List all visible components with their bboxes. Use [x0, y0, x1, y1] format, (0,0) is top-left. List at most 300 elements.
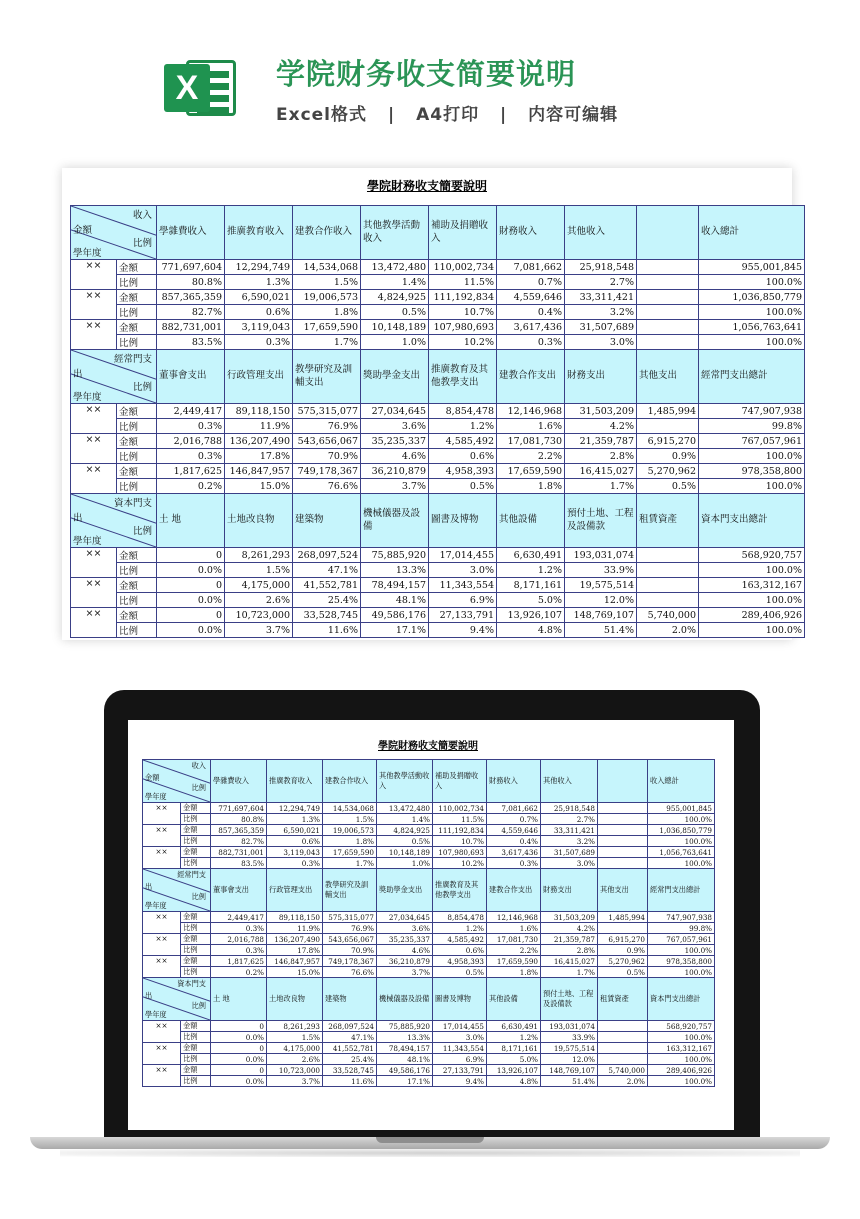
ratio-cell: 0.5%: [377, 836, 433, 847]
amount-cell: 25,918,548: [541, 803, 598, 814]
amount-cell: 1,817,625: [211, 956, 267, 967]
corner-label-left: 出: [145, 991, 153, 1000]
table-row: [71, 434, 805, 449]
ratio-cell: 4.6%: [377, 945, 433, 956]
table-row: [143, 814, 715, 825]
ratio-cell: 82.7%: [211, 836, 267, 847]
amount-cell: 268,097,524: [293, 548, 361, 563]
amount-cell: 17,659,590: [487, 956, 541, 967]
amount-cell: 13,472,480: [361, 260, 429, 275]
ratio-label: 比例: [181, 858, 211, 869]
ratio-cell: 6.9%: [429, 593, 497, 608]
income-header-cell: 建教合作收入: [323, 760, 377, 803]
ratio-cell: 1.2%: [429, 419, 497, 434]
amount-cell: 5,270,962: [637, 464, 699, 479]
table-row: [143, 945, 715, 956]
amount-cell: 4,824,925: [361, 290, 429, 305]
capital-header-cell: 租賃資產: [598, 978, 648, 1021]
table-row: [71, 305, 805, 320]
amount-cell: 33,311,421: [565, 290, 637, 305]
recurrent-header-cell: 教學研究及訓輔支出: [293, 350, 361, 404]
ratio-cell: [637, 335, 699, 350]
amount-cell: 14,534,068: [293, 260, 361, 275]
amount-cell: 4,585,492: [433, 934, 487, 945]
table-row: [143, 1076, 715, 1087]
income-header-cell: 財務收入: [497, 206, 565, 260]
amount-cell: 12,294,749: [267, 803, 323, 814]
year-cell: ××: [71, 548, 117, 578]
table-row: [71, 320, 805, 335]
ratio-cell: 25.4%: [323, 1054, 377, 1065]
ratio-cell: 0.4%: [497, 305, 565, 320]
ratio-cell: 1.7%: [565, 479, 637, 494]
recurrent-corner-cell: [143, 869, 211, 912]
ratio-cell: 0.3%: [211, 945, 267, 956]
recurrent-header-cell: 建教合作支出: [497, 350, 565, 404]
amount-cell: 4,585,492: [429, 434, 497, 449]
amount-cell: 289,406,926: [648, 1065, 715, 1076]
ratio-cell: 0.0%: [211, 1054, 267, 1065]
table-row: [143, 1043, 715, 1054]
amount-cell: 17,014,455: [433, 1021, 487, 1032]
amount-cell: 543,656,067: [293, 434, 361, 449]
ratio-cell: 3.2%: [541, 836, 598, 847]
amount-cell: 7,081,662: [497, 260, 565, 275]
recurrent-header-cell: 推廣教育及其他教學支出: [433, 869, 487, 912]
amount-cell: 0: [211, 1065, 267, 1076]
income-header-cell: 補助及捐贈收入: [433, 760, 487, 803]
amount-cell: 78,494,157: [361, 578, 429, 593]
corner-label-left: 金額: [73, 225, 93, 236]
amount-label: 金額: [117, 404, 157, 419]
ratio-label: 比例: [117, 335, 157, 350]
ratio-cell: 0.7%: [487, 814, 541, 825]
ratio-cell: 12.0%: [541, 1054, 598, 1065]
page-subtitle: [276, 100, 618, 125]
recurrent-header-row: [71, 350, 805, 404]
corner-label-mid: 比例: [191, 1001, 206, 1010]
amount-cell: 268,097,524: [323, 1021, 377, 1032]
ratio-cell: 3.7%: [267, 1076, 323, 1087]
amount-cell: 749,178,367: [293, 464, 361, 479]
ratio-cell: 11.5%: [429, 275, 497, 290]
income-corner-cell: [71, 206, 157, 260]
corner-label-mid: 比例: [132, 382, 152, 393]
ratio-cell: 1.7%: [323, 858, 377, 869]
amount-cell: 2,016,788: [211, 934, 267, 945]
finance-table: [70, 205, 805, 638]
year-cell: ××: [71, 320, 117, 350]
amount-cell: 49,586,176: [361, 608, 429, 623]
table-row: [71, 404, 805, 419]
ratio-cell: 1.8%: [497, 479, 565, 494]
ratio-cell: 100.0%: [648, 1032, 715, 1043]
capital-header-cell: 建築物: [293, 494, 361, 548]
recurrent-header-cell: 建教合作支出: [487, 869, 541, 912]
recurrent-header-cell: 董事會支出: [211, 869, 267, 912]
amount-cell: 0: [157, 548, 225, 563]
ratio-cell: 80.8%: [157, 275, 225, 290]
amount-cell: [598, 847, 648, 858]
corner-label-left: 出: [73, 513, 83, 524]
amount-cell: 17,014,455: [429, 548, 497, 563]
amount-cell: 17,081,730: [487, 934, 541, 945]
ratio-cell: 10.2%: [433, 858, 487, 869]
ratio-label: 比例: [117, 449, 157, 464]
amount-cell: [637, 548, 699, 563]
year-cell: ××: [143, 847, 181, 869]
amount-label: 金額: [117, 464, 157, 479]
amount-cell: 146,847,957: [225, 464, 293, 479]
amount-cell: 575,315,077: [293, 404, 361, 419]
ratio-cell: 76.9%: [323, 923, 377, 934]
amount-cell: 5,740,000: [598, 1065, 648, 1076]
amount-cell: 4,175,000: [267, 1043, 323, 1054]
ratio-cell: 11.9%: [225, 419, 293, 434]
year-cell: ××: [71, 260, 117, 290]
amount-cell: 21,359,787: [565, 434, 637, 449]
ratio-cell: 99.8%: [699, 419, 805, 434]
ratio-cell: 13.3%: [361, 563, 429, 578]
ratio-cell: 0.3%: [497, 335, 565, 350]
corner-label-top: 經常門支: [177, 870, 206, 879]
amount-cell: 19,006,573: [293, 290, 361, 305]
amount-cell: [598, 825, 648, 836]
laptop-shadow: [60, 1149, 800, 1157]
table-row: [143, 803, 715, 814]
corner-label-top: 經常門支: [113, 354, 152, 365]
corner-label-bottom: 學年度: [145, 792, 167, 801]
amount-cell: 6,590,021: [267, 825, 323, 836]
ratio-cell: 100.0%: [699, 563, 805, 578]
table-row: [71, 449, 805, 464]
table-row: [71, 623, 805, 638]
income-header-cell: 其他收入: [541, 760, 598, 803]
amount-cell: 31,503,209: [565, 404, 637, 419]
ratio-label: 比例: [181, 1054, 211, 1065]
year-cell: ××: [143, 803, 181, 825]
ratio-cell: 1.0%: [361, 335, 429, 350]
ratio-label: 比例: [117, 275, 157, 290]
recurrent-header-cell: 財務支出: [541, 869, 598, 912]
amount-cell: 978,358,800: [648, 956, 715, 967]
amount-cell: 8,171,161: [487, 1043, 541, 1054]
print-label: A4打印: [416, 105, 480, 125]
recurrent-header-cell: 獎助學金支出: [377, 869, 433, 912]
amount-cell: 193,031,074: [541, 1021, 598, 1032]
ratio-cell: 1.8%: [293, 305, 361, 320]
ratio-label: 比例: [117, 305, 157, 320]
amount-cell: 31,503,209: [541, 912, 598, 923]
income-header-cell: 收入總計: [699, 206, 805, 260]
ratio-cell: 0.0%: [211, 1076, 267, 1087]
table-row: [143, 825, 715, 836]
table-row: [143, 967, 715, 978]
amount-cell: 136,207,490: [267, 934, 323, 945]
amount-cell: 4,958,393: [429, 464, 497, 479]
amount-cell: 11,343,554: [433, 1043, 487, 1054]
ratio-cell: 1.2%: [487, 1032, 541, 1043]
table-row: [71, 593, 805, 608]
format-label: Excel格式: [276, 105, 368, 125]
amount-cell: 111,192,834: [433, 825, 487, 836]
corner-label-bottom: 學年度: [73, 248, 102, 259]
ratio-cell: 100.0%: [648, 858, 715, 869]
amount-cell: 3,617,436: [497, 320, 565, 335]
income-header-cell: [598, 760, 648, 803]
amount-label: 金額: [181, 912, 211, 923]
amount-cell: 110,002,734: [433, 803, 487, 814]
income-header-cell: 其他收入: [565, 206, 637, 260]
amount-cell: 16,415,027: [565, 464, 637, 479]
amount-label: 金額: [181, 1065, 211, 1076]
ratio-cell: 100.0%: [648, 967, 715, 978]
ratio-cell: 17.1%: [377, 1076, 433, 1087]
amount-cell: 17,081,730: [497, 434, 565, 449]
ratio-cell: 11.6%: [293, 623, 361, 638]
income-header-cell: 收入總計: [648, 760, 715, 803]
amount-cell: 21,359,787: [541, 934, 598, 945]
editable-label: 内容可编辑: [528, 105, 619, 125]
ratio-cell: 10.2%: [429, 335, 497, 350]
amount-cell: [637, 320, 699, 335]
ratio-cell: 2.6%: [225, 593, 293, 608]
amount-cell: 33,528,745: [293, 608, 361, 623]
amount-cell: 17,659,590: [293, 320, 361, 335]
amount-label: 金額: [181, 1021, 211, 1032]
ratio-cell: 17.1%: [361, 623, 429, 638]
table-row: [71, 260, 805, 275]
recurrent-header-cell: 推廣教育及其他教學支出: [429, 350, 497, 404]
income-header-cell: 推廣教育收入: [267, 760, 323, 803]
amount-cell: 78,494,157: [377, 1043, 433, 1054]
capital-header-cell: 土 地: [157, 494, 225, 548]
capital-header-cell: 圖書及博物: [433, 978, 487, 1021]
ratio-cell: 0.6%: [267, 836, 323, 847]
table-row: [143, 1032, 715, 1043]
income-header-cell: 財務收入: [487, 760, 541, 803]
recurrent-header-cell: 經常門支出總計: [699, 350, 805, 404]
corner-label-bottom: 學年度: [73, 392, 102, 403]
ratio-cell: 3.6%: [377, 923, 433, 934]
amount-cell: 747,907,938: [699, 404, 805, 419]
ratio-cell: 33.9%: [541, 1032, 598, 1043]
ratio-cell: 0.5%: [433, 967, 487, 978]
income-header-cell: 其他教學活動收入: [377, 760, 433, 803]
spreadsheet-preview: [62, 168, 802, 640]
amount-cell: 0: [211, 1021, 267, 1032]
year-cell: ××: [143, 956, 181, 978]
amount-label: 金額: [117, 434, 157, 449]
income-header-cell: 學雜費收入: [211, 760, 267, 803]
amount-cell: 4,958,393: [433, 956, 487, 967]
amount-cell: 36,210,879: [377, 956, 433, 967]
amount-cell: 17,659,590: [323, 847, 377, 858]
ratio-label: 比例: [117, 419, 157, 434]
ratio-cell: 76.6%: [323, 967, 377, 978]
ratio-cell: 100.0%: [648, 1076, 715, 1087]
amount-cell: 27,133,791: [433, 1065, 487, 1076]
ratio-cell: 4.8%: [487, 1076, 541, 1087]
amount-cell: 17,659,590: [497, 464, 565, 479]
ratio-cell: 10.7%: [433, 836, 487, 847]
ratio-cell: 1.8%: [487, 967, 541, 978]
amount-cell: 8,854,478: [433, 912, 487, 923]
amount-cell: [598, 803, 648, 814]
ratio-cell: 51.4%: [541, 1076, 598, 1087]
year-cell: ××: [143, 825, 181, 847]
amount-cell: 955,001,845: [699, 260, 805, 275]
ratio-cell: 9.4%: [429, 623, 497, 638]
ratio-cell: 15.0%: [225, 479, 293, 494]
recurrent-header-cell: 獎助學金支出: [361, 350, 429, 404]
ratio-label: 比例: [181, 836, 211, 847]
amount-label: 金額: [181, 934, 211, 945]
corner-label-left: 金額: [145, 773, 160, 782]
amount-cell: 575,315,077: [323, 912, 377, 923]
corner-label-mid: 比例: [132, 526, 152, 537]
excel-logo-icon: [164, 56, 236, 118]
amount-cell: 4,824,925: [377, 825, 433, 836]
ratio-cell: 4.2%: [565, 419, 637, 434]
amount-cell: 27,133,791: [429, 608, 497, 623]
separator: |: [500, 105, 508, 125]
corner-label-bottom: 學年度: [145, 1010, 167, 1019]
corner-label-left: 出: [73, 369, 83, 380]
table-row: [71, 578, 805, 593]
ratio-cell: 3.0%: [565, 335, 637, 350]
ratio-cell: 0.2%: [211, 967, 267, 978]
amount-cell: 27,034,645: [361, 404, 429, 419]
ratio-cell: 1.4%: [377, 814, 433, 825]
amount-cell: 136,207,490: [225, 434, 293, 449]
corner-label-top: 資本門支: [177, 979, 206, 988]
ratio-cell: 76.9%: [293, 419, 361, 434]
amount-cell: 111,192,834: [429, 290, 497, 305]
ratio-cell: 0.3%: [157, 449, 225, 464]
capital-header-cell: 圖書及博物: [429, 494, 497, 548]
amount-cell: 36,210,879: [361, 464, 429, 479]
ratio-cell: 0.5%: [361, 305, 429, 320]
amount-cell: 3,119,043: [267, 847, 323, 858]
table-row: [143, 1021, 715, 1032]
ratio-cell: 2.2%: [497, 449, 565, 464]
amount-cell: 857,365,359: [157, 290, 225, 305]
table-row: [71, 608, 805, 623]
table-row: [143, 934, 715, 945]
ratio-cell: 1.2%: [433, 923, 487, 934]
amount-cell: 1,485,994: [598, 912, 648, 923]
ratio-cell: 1.5%: [225, 563, 293, 578]
ratio-cell: 100.0%: [699, 275, 805, 290]
ratio-cell: 33.9%: [565, 563, 637, 578]
ratio-cell: 70.9%: [293, 449, 361, 464]
ratio-cell: 0.5%: [598, 967, 648, 978]
year-cell: ××: [143, 934, 181, 956]
table-row: [71, 335, 805, 350]
ratio-cell: 0.4%: [487, 836, 541, 847]
amount-cell: 107,980,693: [429, 320, 497, 335]
amount-cell: 75,885,920: [377, 1021, 433, 1032]
ratio-cell: 4.2%: [541, 923, 598, 934]
ratio-cell: 3.7%: [377, 967, 433, 978]
ratio-cell: 100.0%: [699, 449, 805, 464]
amount-cell: 12,294,749: [225, 260, 293, 275]
income-header-cell: 學雜費收入: [157, 206, 225, 260]
amount-cell: 4,559,646: [487, 825, 541, 836]
ratio-cell: 25.4%: [293, 593, 361, 608]
table-row: [143, 1054, 715, 1065]
capital-corner-cell: [143, 978, 211, 1021]
ratio-cell: 11.5%: [433, 814, 487, 825]
recurrent-header-cell: 行政管理支出: [225, 350, 293, 404]
capital-header-cell: 資本門支出總計: [699, 494, 805, 548]
ratio-cell: 82.7%: [157, 305, 225, 320]
amount-cell: 767,057,961: [699, 434, 805, 449]
capital-header-cell: 其他設備: [497, 494, 565, 548]
amount-cell: 2,016,788: [157, 434, 225, 449]
ratio-cell: 0.0%: [157, 563, 225, 578]
amount-cell: 1,036,850,779: [699, 290, 805, 305]
amount-cell: 978,358,800: [699, 464, 805, 479]
amount-cell: 25,918,548: [565, 260, 637, 275]
ratio-cell: 47.1%: [323, 1032, 377, 1043]
ratio-cell: 9.4%: [433, 1076, 487, 1087]
ratio-cell: 5.0%: [487, 1054, 541, 1065]
amount-label: 金額: [181, 825, 211, 836]
amount-cell: 8,171,161: [497, 578, 565, 593]
year-cell: ××: [71, 578, 117, 608]
ratio-cell: 100.0%: [648, 945, 715, 956]
ratio-cell: 3.2%: [565, 305, 637, 320]
excel-logo-letter: X: [164, 64, 210, 112]
table-row: [143, 836, 715, 847]
amount-cell: 14,534,068: [323, 803, 377, 814]
amount-cell: 12,146,968: [487, 912, 541, 923]
ratio-cell: 48.1%: [361, 593, 429, 608]
sheet-title: 學院財務收支簡要說明: [378, 741, 478, 752]
ratio-cell: [637, 593, 699, 608]
amount-cell: 5,270,962: [598, 956, 648, 967]
recurrent-header-cell: 董事會支出: [157, 350, 225, 404]
amount-cell: 1,056,763,641: [648, 847, 715, 858]
ratio-cell: 17.8%: [267, 945, 323, 956]
capital-header-cell: 建築物: [323, 978, 377, 1021]
amount-cell: 35,235,337: [377, 934, 433, 945]
amount-cell: [598, 1043, 648, 1054]
ratio-cell: 83.5%: [211, 858, 267, 869]
amount-cell: 2,449,417: [157, 404, 225, 419]
ratio-cell: 0.6%: [433, 945, 487, 956]
recurrent-header-cell: 教學研究及訓輔支出: [323, 869, 377, 912]
amount-cell: 19,575,514: [541, 1043, 598, 1054]
income-header-cell: 推廣教育收入: [225, 206, 293, 260]
ratio-cell: 3.0%: [429, 563, 497, 578]
ratio-cell: 0.9%: [637, 449, 699, 464]
amount-cell: 10,723,000: [267, 1065, 323, 1076]
amount-cell: 75,885,920: [361, 548, 429, 563]
amount-cell: 0: [211, 1043, 267, 1054]
amount-label: 金額: [181, 803, 211, 814]
ratio-cell: [598, 1054, 648, 1065]
ratio-cell: 76.6%: [293, 479, 361, 494]
table-row: [143, 858, 715, 869]
ratio-cell: 100.0%: [699, 623, 805, 638]
amount-cell: 882,731,001: [157, 320, 225, 335]
corner-label-top: 收入: [191, 761, 206, 770]
capital-header-cell: 土 地: [211, 978, 267, 1021]
amount-cell: 19,575,514: [565, 578, 637, 593]
